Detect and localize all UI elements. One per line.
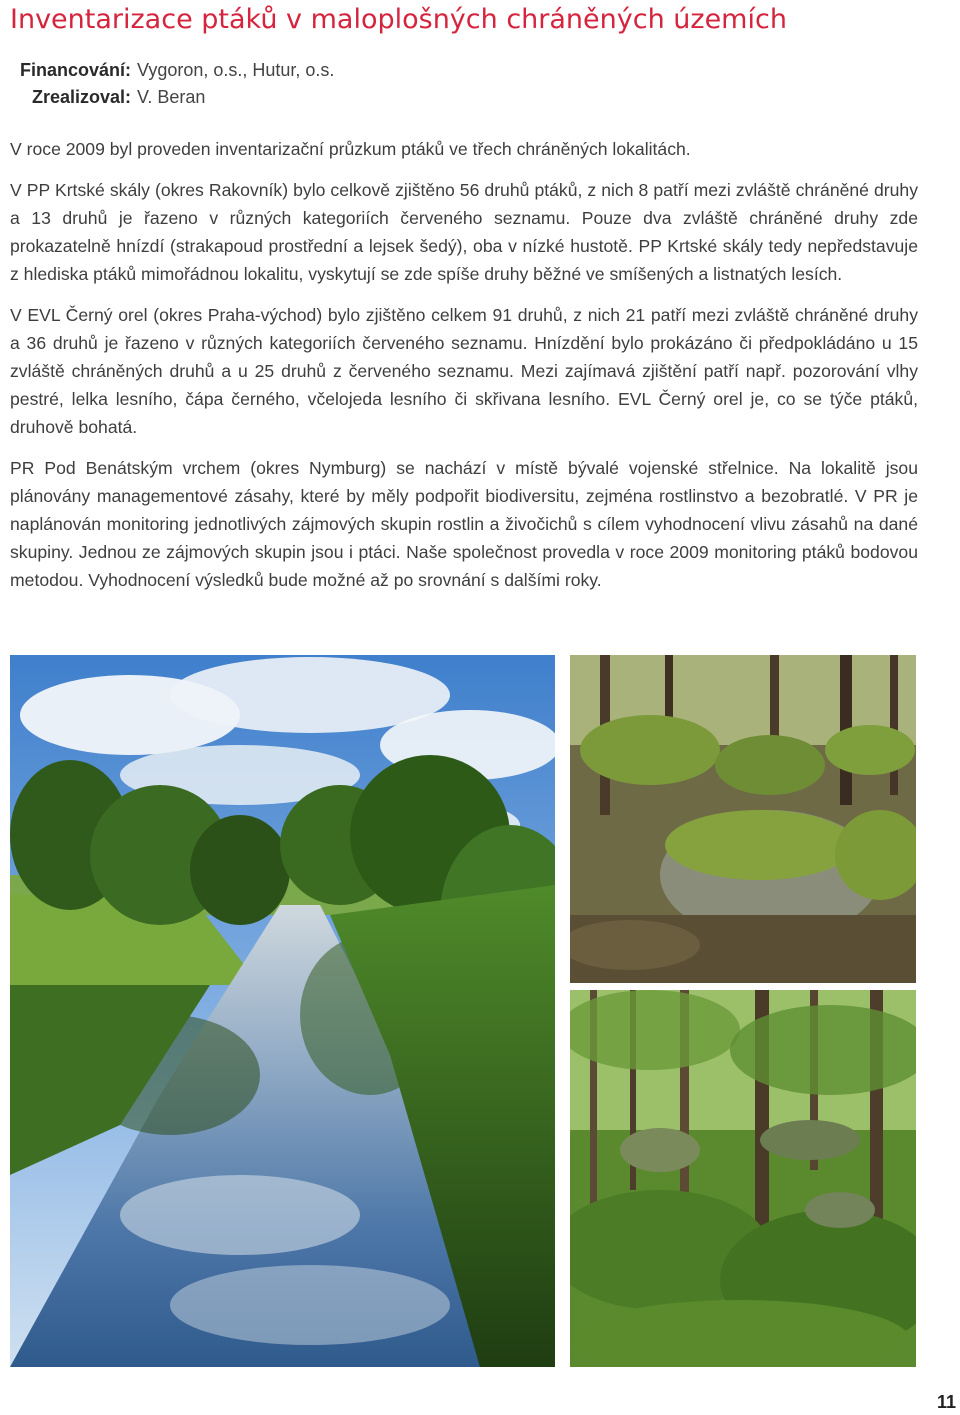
funding-label: Financování:	[19, 60, 131, 80]
credits-block	[0, 57, 334, 111]
forest-photo	[570, 990, 916, 1367]
page-number: 11	[936, 1392, 956, 1412]
paragraph-krtske-skaly: V PP Krtské skály (okres Rakovník) bylo celkově zjištěno 56 druhů ptáků, z nich 8 patří mezi zvláště chráněné druhy a 13 druhů je řazeno v různých kategoriích červeného seznamu. Pouze dva zvláště chráněné druhy zde prokazatelně hnízdí (strakapoud prostřední a lejsek šedý), oba v nízké hustotě. PP Krtské skály tedy nepředstavuje z hlediska ptáků mimořádnou lokalitu, vyskytují se zde spíše druhy běžné ve smíšených a listnatých lesích.	[10, 180, 918, 284]
realized-label: Zrealizoval:	[31, 87, 131, 107]
river-photo	[10, 655, 555, 1367]
paragraph-intro: V roce 2009 byl proveden inventarizační průzkum ptáků ve třech chráněných lokalitách.	[10, 139, 691, 159]
mossy-rocks-photo	[570, 655, 916, 983]
article-body	[10, 135, 918, 607]
funding-row	[0, 57, 334, 84]
funding-value: Vygoron, o.s., Hutur, o.s.	[137, 60, 335, 80]
realized-row	[0, 84, 334, 111]
realized-value: V. Beran	[137, 87, 206, 107]
paragraph-pod-benatskym-vrchem: PR Pod Benátským vrchem (okres Nymburg) se nachází v místě bývalé vojenské střelnice. Na lokalitě jsou plánovány managementové zásahy, které by měly podpořit biodiversitu, zejména rostlinstvo a bezobratlé. V PR je naplánován monitoring jednotlivých zájmových skupin rostlin a živočichů s cílem vyhodnocení vlivu zásahů na dané skupiny. Jednou ze zájmových skupin jsou i ptáci. Naše společnost provedla v roce 2009 monitoring ptáků bodovou metodou. Vyhodnocení výsledků bude možné až po srovnání s dalšími roky.	[10, 458, 918, 590]
page-title: Inventarizace ptáků v maloplošných chráněných územích	[10, 4, 787, 35]
paragraph-cerny-orel: V EVL Černý orel (okres Praha-východ) bylo zjištěno celkem 91 druhů, z nich 21 patří mezi zvláště chráněné druhy a 36 druhů je řazeno v různých kategoriích červeného seznamu. Hnízdění bylo prokázáno či předpokládáno u 15 zvláště chráněných druhů a u 25 druhů z červeného seznamu. Mezi zajímavá zjištění patří např. pozorování vlhy pestré, lelka lesního, čápa černého, včelojeda lesního či skřivana lesního. EVL Černý orel je, co se týče ptáků, druhově bohatá.	[10, 305, 918, 437]
